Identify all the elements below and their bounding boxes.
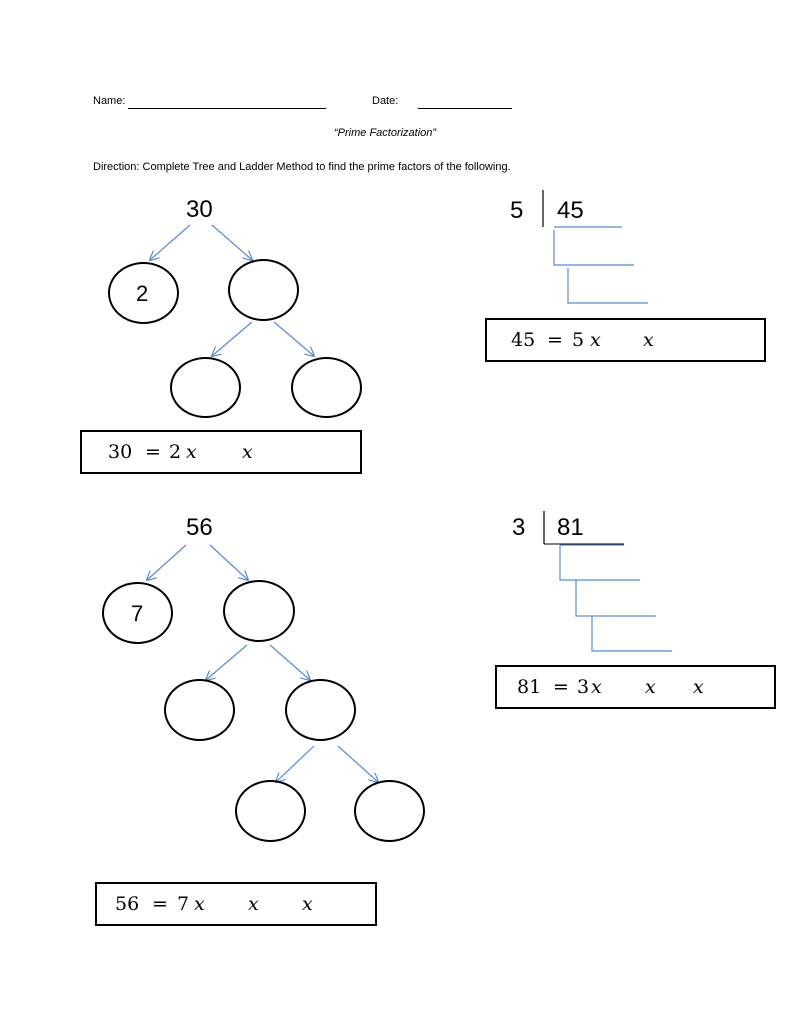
arrow-56-right xyxy=(210,545,248,580)
arrow-t1-right xyxy=(274,322,314,356)
eq-lhs: 30 xyxy=(108,441,133,463)
worksheet-title: “Prime Factorization” xyxy=(334,127,437,139)
eq-sign: = xyxy=(553,676,569,698)
tree1-circle-blank-3[interactable] xyxy=(291,357,362,418)
name-field[interactable] xyxy=(128,108,326,109)
ladder1-dividend: 45 xyxy=(557,197,584,224)
directions: Direction: Complete Tree and Ladder Method to find the prime factors of the following. xyxy=(93,161,511,173)
tree2-circle-blank-3[interactable] xyxy=(285,679,356,741)
tree2-equation-box[interactable] xyxy=(95,882,377,926)
ladder1-step1 xyxy=(554,230,634,265)
ladder2-equation-box[interactable] xyxy=(495,665,776,709)
tree2-circle-blank-4[interactable] xyxy=(235,780,306,842)
eq-times-3: x xyxy=(302,893,313,915)
tree2-circle-blank-2[interactable] xyxy=(164,679,235,741)
eq-times-2: x xyxy=(645,676,656,698)
tree2-circle-blank-5[interactable] xyxy=(354,780,425,842)
arrow-t1-left xyxy=(212,322,252,356)
tree2-known-factor: 7 xyxy=(131,601,144,626)
tree1-circle-blank-1[interactable] xyxy=(228,259,299,321)
eq-sign: = xyxy=(152,893,168,915)
ladder2-step2 xyxy=(576,580,656,616)
arrow-56-left xyxy=(147,545,186,580)
eq-sign: = xyxy=(145,441,161,463)
eq-times-1: x xyxy=(590,329,601,351)
tree1-circle-blank-2[interactable] xyxy=(170,357,241,418)
ladder2-dividend: 81 xyxy=(557,514,584,541)
eq-first-factor: 3 xyxy=(577,676,590,698)
ladder1-step2 xyxy=(568,268,648,303)
eq-times-3: x xyxy=(693,676,704,698)
name-label: Name: xyxy=(93,95,126,107)
tree2-root: 56 xyxy=(186,514,213,541)
date-field[interactable] xyxy=(418,108,512,109)
ladder2-divisor: 3 xyxy=(512,514,526,541)
eq-times-2: x xyxy=(242,441,253,463)
eq-times-1: x xyxy=(591,676,602,698)
eq-times-1: x xyxy=(194,893,205,915)
ladder1-divisor: 5 xyxy=(510,197,524,224)
eq-first-factor: 2 xyxy=(169,441,182,463)
tree1-equation-box[interactable] xyxy=(80,430,362,474)
date-label: Date: xyxy=(372,95,399,107)
tree1-known-factor: 2 xyxy=(136,281,149,306)
eq-lhs: 56 xyxy=(115,893,140,915)
eq-lhs: 45 xyxy=(511,329,536,351)
arrow-t2-left xyxy=(206,645,247,680)
tree2-circle-blank-1[interactable] xyxy=(223,580,295,642)
eq-times-2: x xyxy=(248,893,259,915)
arrow-t2-low-right xyxy=(338,746,378,782)
arrow-30-right xyxy=(212,225,252,260)
arrow-t2-right xyxy=(270,645,310,680)
ladder2-step1 xyxy=(560,545,640,580)
arrow-30-left xyxy=(150,225,190,260)
eq-sign: = xyxy=(547,329,563,351)
ladder2-step3 xyxy=(592,616,672,651)
eq-times-1: x xyxy=(186,441,197,463)
eq-lhs: 81 xyxy=(517,676,542,698)
tree1-root: 30 xyxy=(186,196,213,223)
eq-times-2: x xyxy=(643,329,654,351)
ladder1-equation-box[interactable] xyxy=(485,318,766,362)
eq-first-factor: 7 xyxy=(177,893,190,915)
eq-first-factor: 5 xyxy=(572,329,585,351)
arrow-t2-low-left xyxy=(276,746,314,782)
